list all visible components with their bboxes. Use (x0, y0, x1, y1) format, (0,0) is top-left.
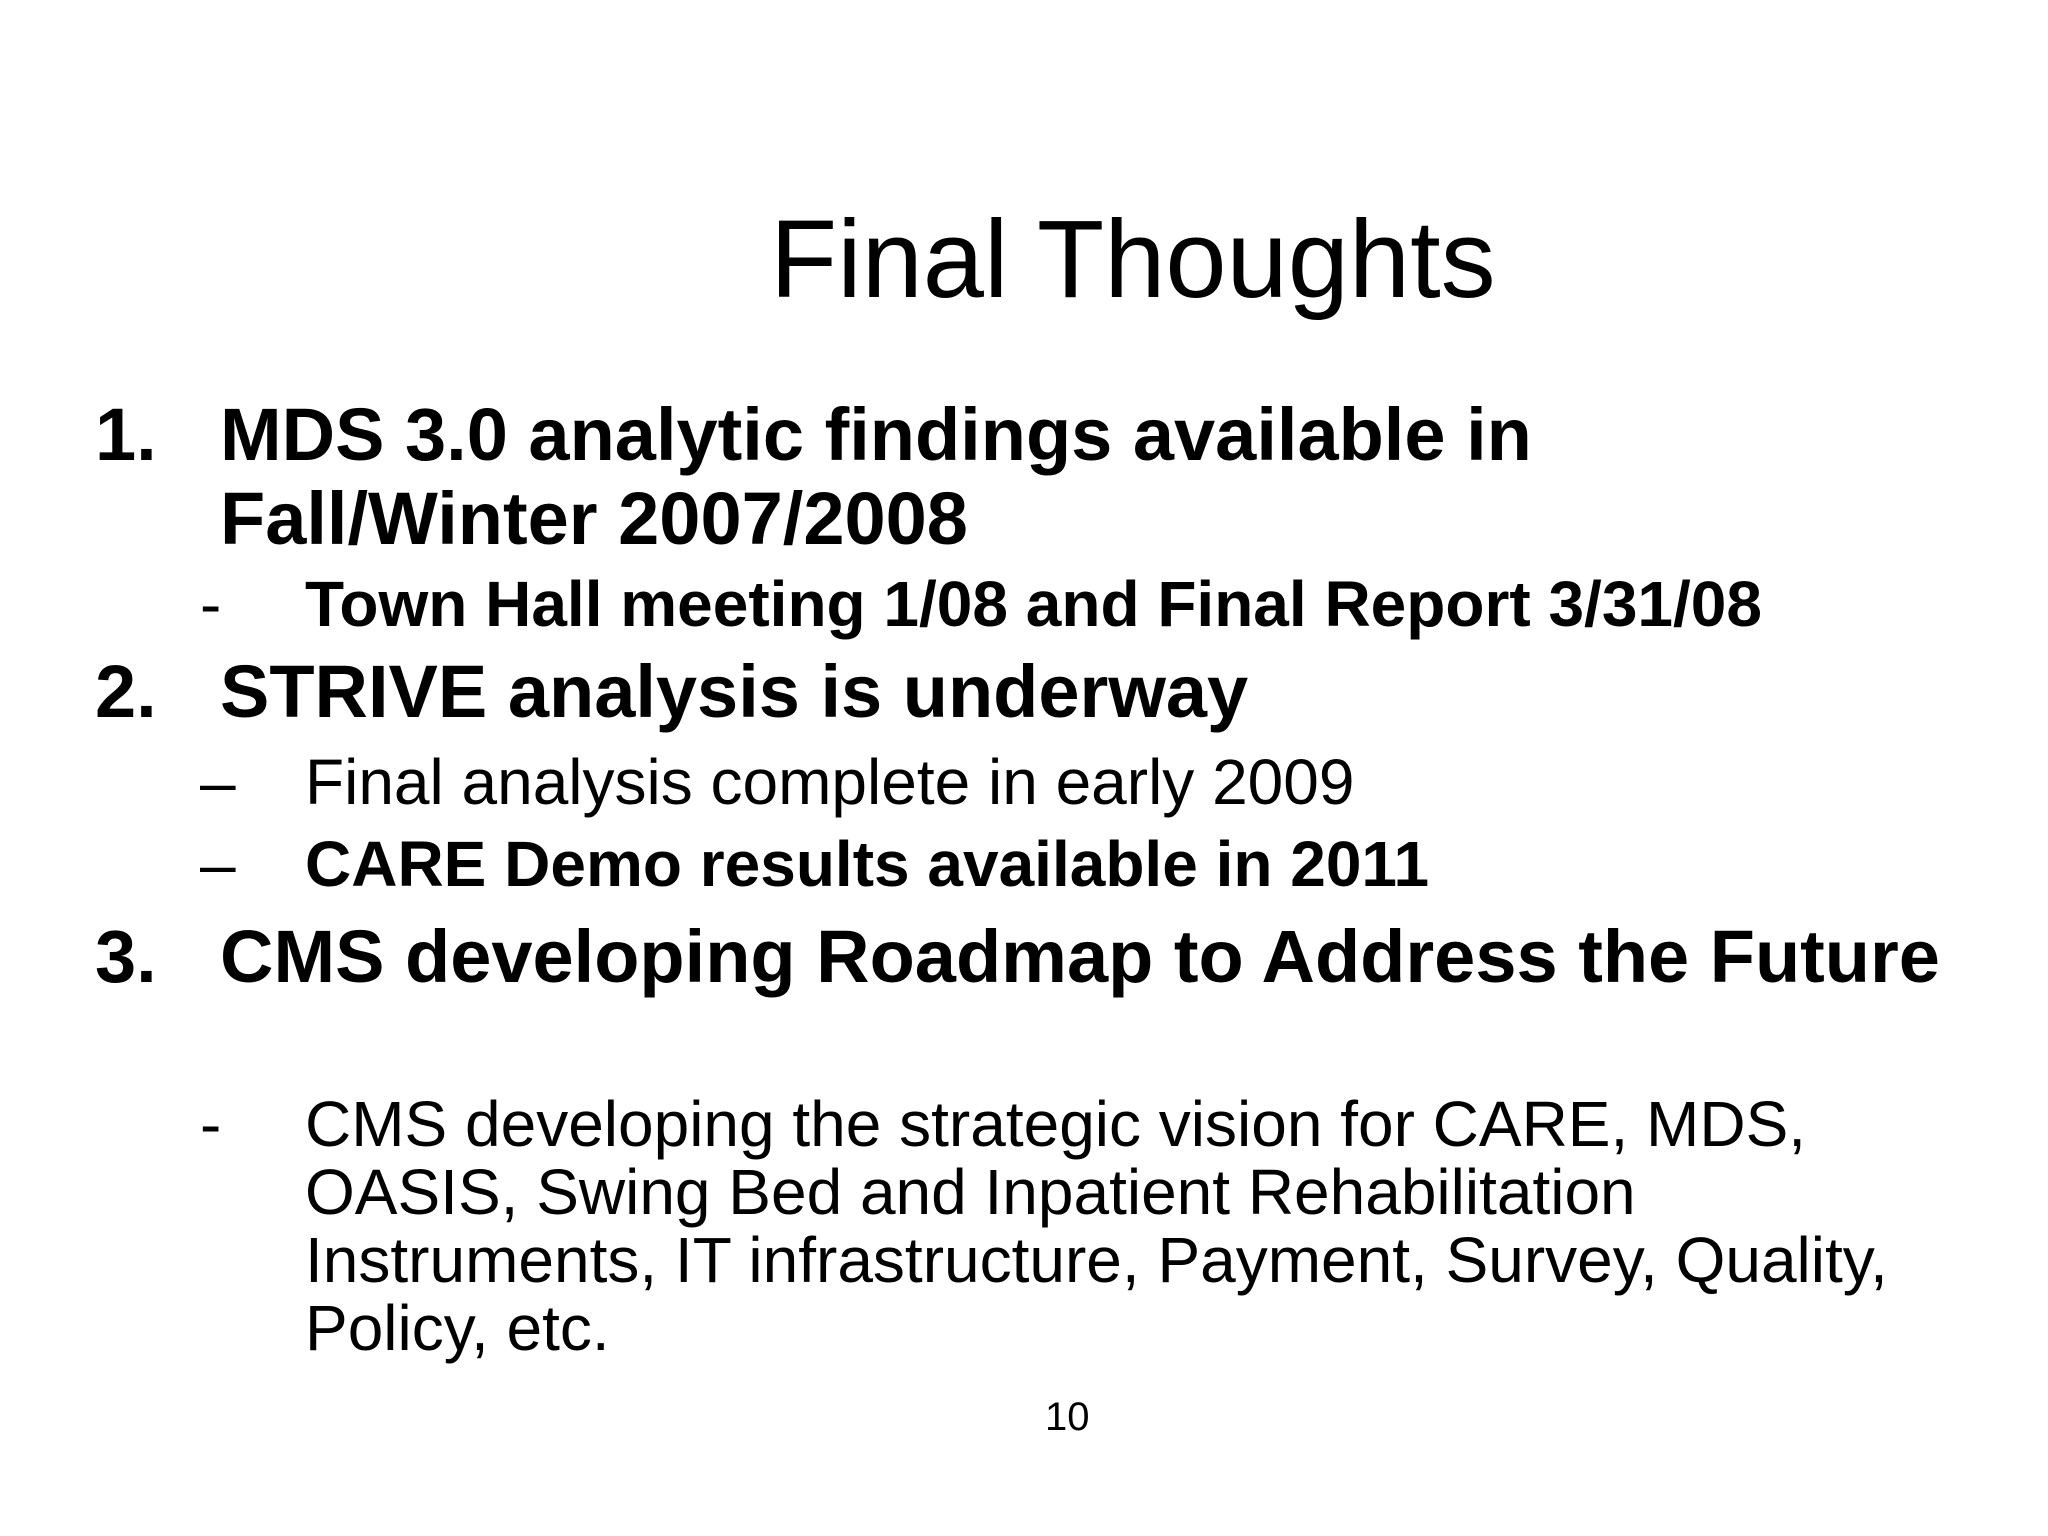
sub-item-text: Final analysis complete in early 2009 (305, 746, 1355, 818)
sub-item-text: CMS developing the strategic vision for CARE, MDS, OASIS, Swing Bed and Inpatient Rehabilitation Instruments, IT infrastructure, Payment, Survey, Quality, Policy, etc. (305, 1088, 1888, 1364)
page-number: 10 (1045, 1395, 1090, 1439)
item-text: CMS developing Roadmap to Address the Future (220, 915, 1940, 998)
sub-item-1-1 (200, 570, 2000, 638)
sub-item-marker: - (200, 568, 222, 640)
list-item-2 (95, 650, 1995, 734)
item-number: 2. (95, 650, 157, 733)
slide-title: Final Thoughts (770, 198, 1496, 321)
sub-item-3-1 (200, 1090, 2000, 1362)
sub-item-marker: - (200, 1088, 222, 1160)
item-number: 1. (95, 393, 157, 476)
sub-item-text: Town Hall meeting 1/08 and Final Report 3/31/08 (305, 568, 1762, 640)
item-text: STRIVE analysis is underway (220, 650, 1249, 733)
list-item-3 (95, 915, 1995, 999)
sub-item-2-1 (200, 748, 2000, 816)
sub-item-text: CARE Demo results available in 2011 (305, 828, 1430, 900)
item-number: 3. (95, 915, 157, 998)
list-item-1 (95, 393, 1995, 561)
sub-item-marker: – (200, 828, 236, 900)
sub-item-marker: – (200, 746, 236, 818)
item-text: MDS 3.0 analytic findings available in Fall/Winter 2007/2008 (220, 393, 1532, 560)
sub-item-2-2 (200, 830, 2000, 898)
